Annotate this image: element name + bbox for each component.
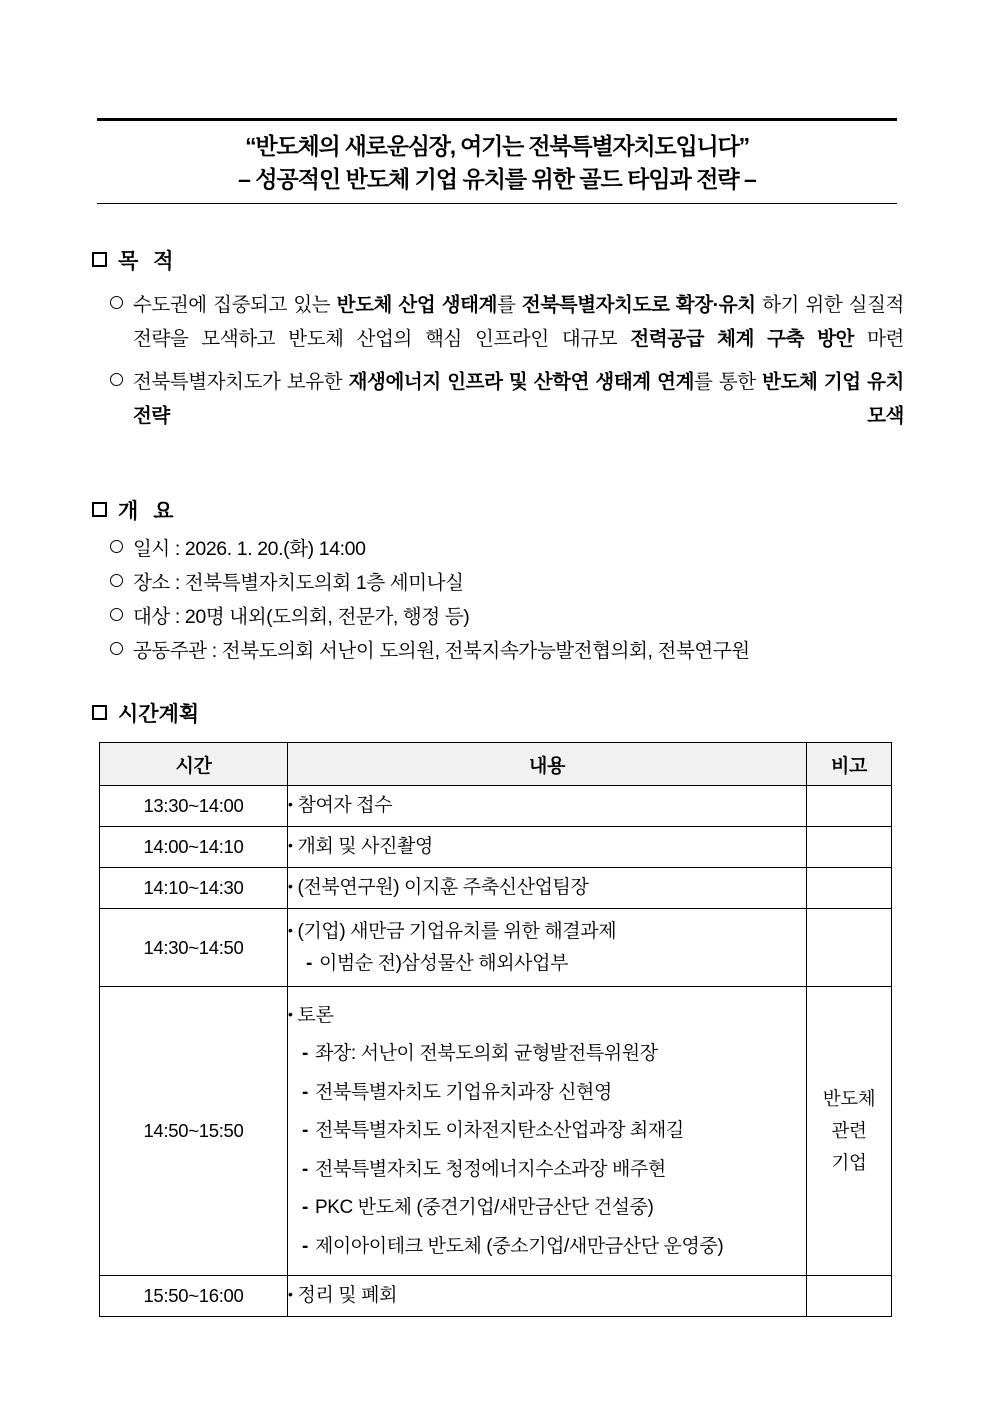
table-row — [100, 987, 892, 1276]
schedule-table — [99, 742, 892, 1317]
cell-time: 14:50~15:50 — [100, 987, 288, 1276]
cell-content — [288, 786, 807, 827]
content-dash-line: - 좌장: 서난이 전북도의회 균형발전특위원장 — [288, 1039, 806, 1068]
content-dash-line: - 전북특별자치도 이차전지탄소산업과장 최재길 — [288, 1116, 806, 1145]
body-text: 하기 위한 실질적 전략을 모색하고 반도체 산업의 핵심 인프라인 대규모 — [133, 294, 904, 350]
content-bullet-line: • 토론 — [288, 1001, 806, 1030]
circle-bullet-icon — [110, 540, 123, 553]
emphasis-text: 전력공급 체계 구축 방안 — [630, 327, 854, 350]
schedule-table-body — [100, 786, 892, 1317]
schedule-heading-label: 시간계획 — [118, 703, 200, 726]
overview-heading-char-1: 개 — [118, 500, 154, 523]
schedule-table-wrapper — [99, 742, 891, 1317]
schedule-heading — [92, 698, 904, 728]
emphasis-text: 재생에너지 인프라 및 산학연 생태계 연계 — [348, 371, 695, 394]
content-dash-line: - 제이아이테크 반도체 (중소기업/새만금산단 운영중) — [288, 1232, 806, 1261]
remark-line: 기업 — [831, 1151, 867, 1173]
body-text: 를 통한 — [694, 371, 763, 394]
purpose-item — [110, 289, 904, 356]
circle-bullet-icon — [110, 642, 123, 655]
overview-item-text: 일시 : 2026. 1. 20.(화) 14:00 — [133, 538, 366, 560]
overview-list — [92, 533, 904, 669]
table-row — [100, 1276, 892, 1317]
cell-content — [288, 1276, 807, 1317]
square-bullet-icon — [92, 252, 107, 267]
overview-item — [110, 567, 904, 601]
emphasis-text: 반도체 산업 생태계 — [336, 294, 498, 316]
circle-bullet-icon — [110, 296, 123, 309]
purpose-heading-char-2: 적 — [153, 250, 174, 273]
content-bullet-line: • 참여자 접수 — [288, 791, 806, 820]
overview-item — [110, 533, 904, 567]
cell-remark — [807, 827, 892, 868]
table-row — [100, 868, 892, 909]
cell-content — [288, 909, 807, 987]
purpose-heading-char-1: 목 — [118, 250, 154, 273]
circle-bullet-icon — [110, 373, 123, 386]
cell-content — [288, 827, 807, 868]
section-schedule — [92, 698, 904, 728]
square-bullet-icon — [92, 502, 107, 517]
section-overview — [92, 495, 904, 669]
purpose-heading — [92, 245, 904, 275]
overview-heading — [92, 495, 904, 525]
column-header-content: 내용 — [288, 743, 807, 786]
column-header-time: 시간 — [100, 743, 288, 786]
cell-remark — [807, 786, 892, 827]
emphasis-text: 전북특별자치도로 확장·유치 — [521, 294, 756, 316]
title-line-1: “반도체의 새로운심장, 여기는 전북특별자치도입니다” — [245, 133, 749, 159]
content-dash-line: - 전북특별자치도 청정에너지수소과장 배주현 — [288, 1155, 806, 1184]
cell-remark — [807, 868, 892, 909]
cell-content — [288, 987, 807, 1276]
table-row — [100, 827, 892, 868]
circle-bullet-icon — [110, 574, 123, 587]
body-text: 마련 — [854, 327, 904, 350]
remark-line: 관련 — [831, 1120, 867, 1142]
cell-time: 14:30~14:50 — [100, 909, 288, 987]
table-header-row — [100, 743, 892, 786]
cell-time: 14:00~14:10 — [100, 827, 288, 868]
overview-item — [110, 601, 904, 635]
cell-time: 14:10~14:30 — [100, 868, 288, 909]
content-dash-line: - 이범순 전)삼성물산 해외사업부 — [288, 949, 806, 978]
emphasis-text: 반도체 기업 유치 전략 모색 — [133, 371, 904, 427]
overview-item-text: 대상 : 20명 내외(도의회, 전문가, 행정 등) — [133, 605, 470, 628]
body-text: 수도권에 집중되고 있는 — [133, 294, 337, 316]
remark-line: 반도체 — [822, 1088, 876, 1110]
purpose-item — [110, 366, 904, 433]
cell-remark — [807, 987, 892, 1276]
cell-time: 15:50~16:00 — [100, 1276, 288, 1317]
square-bullet-icon — [92, 705, 107, 720]
cell-remark — [807, 1276, 892, 1317]
document-title-block — [97, 118, 897, 204]
table-row — [100, 786, 892, 827]
purpose-item-text — [133, 289, 904, 356]
section-purpose — [92, 245, 904, 433]
overview-item — [110, 635, 904, 669]
cell-time: 13:30~14:00 — [100, 786, 288, 827]
content-dash-line: - 전북특별자치도 기업유치과장 신현영 — [288, 1078, 806, 1107]
cell-remark — [807, 909, 892, 987]
purpose-item-text — [133, 366, 904, 433]
column-header-remark: 비고 — [807, 743, 892, 786]
content-bullet-line: • 정리 및 폐회 — [288, 1281, 806, 1310]
content-dash-line: - PKC 반도체 (중견기업/새만금산단 건설중) — [288, 1193, 806, 1222]
table-row — [100, 909, 892, 987]
cell-content — [288, 868, 807, 909]
circle-bullet-icon — [110, 608, 123, 621]
body-text: 전북특별자치도가 보유한 — [133, 371, 349, 394]
overview-item-text: 장소 : 전북특별자치도의회 1층 세미나실 — [133, 571, 464, 594]
content-bullet-line: • 개회 및 사진촬영 — [288, 832, 806, 861]
body-text: 를 — [497, 294, 522, 316]
overview-heading-char-2: 요 — [153, 500, 174, 523]
title-line-2: – 성공적인 반도체 기업 유치를 위한 골드 타임과 전략 – — [238, 165, 756, 192]
content-bullet-line: • (기업) 새만금 기업유치를 위한 해결과제 — [288, 917, 806, 946]
content-bullet-line: • (전북연구원) 이지훈 주축신산업팀장 — [288, 873, 806, 902]
overview-item-text: 공동주관 : 전북도의회 서난이 도의원, 전북지속가능발전협의회, 전북연구원 — [133, 639, 750, 662]
